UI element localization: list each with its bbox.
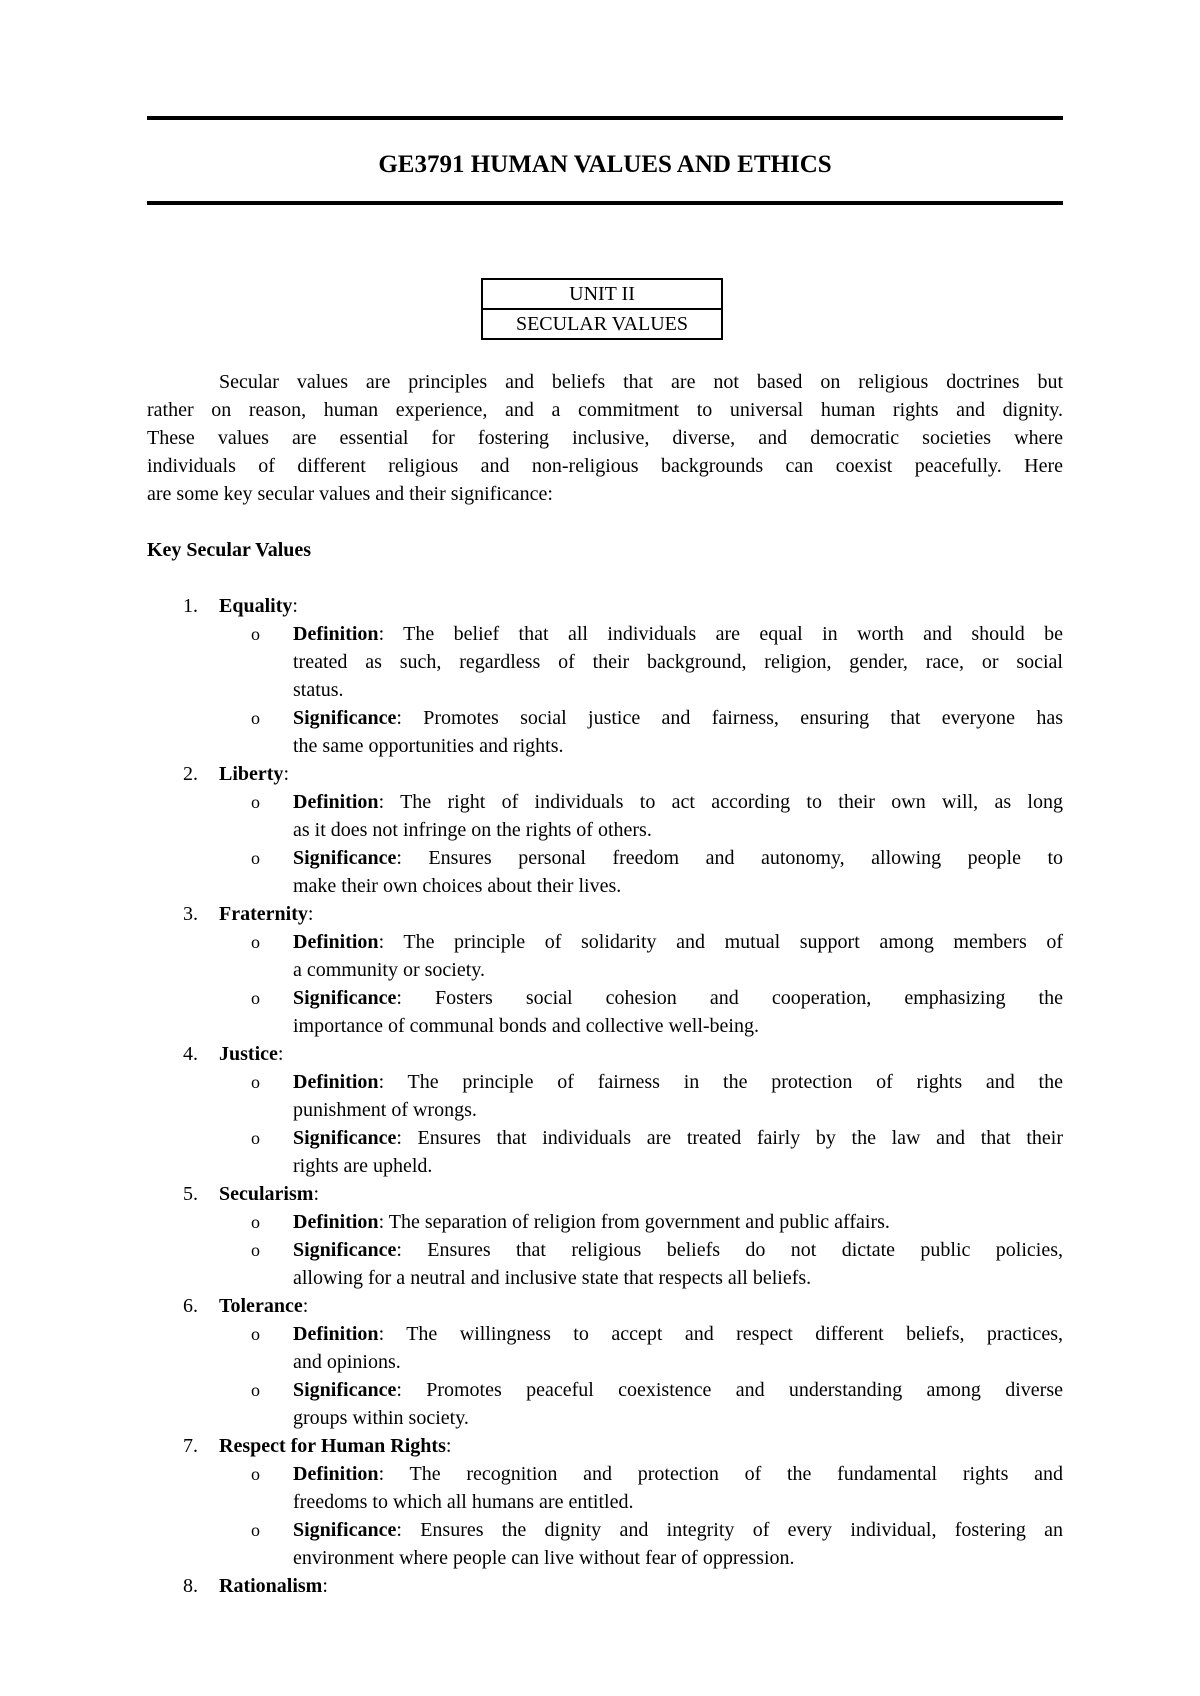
- definition-label: Definition: [293, 1211, 379, 1233]
- significance-line: allowing for a neutral and inclusive state that respects all beliefs.: [293, 1267, 812, 1289]
- unit-number: UNIT II: [482, 279, 722, 309]
- bullet-marker: o: [251, 1380, 260, 1400]
- definition-line: as it does not infringe on the rights of others.: [293, 819, 652, 841]
- significance-line: importance of communal bonds and collective well-being.: [293, 1015, 759, 1037]
- significance-label: Significance: [293, 1519, 397, 1541]
- definition-line: punishment of wrongs.: [293, 1099, 477, 1121]
- definition-label: Definition: [293, 791, 379, 813]
- bullet-marker: o: [251, 624, 260, 644]
- definition-line: Definition: The principle of fairness in the protection of rights and the: [293, 1071, 1063, 1093]
- definition-line: Definition: The willingness to accept and respect different beliefs, practices,: [293, 1323, 1063, 1345]
- significance-line: Significance: Ensures that individuals are treated fairly by the law and that their: [293, 1127, 1063, 1149]
- value-number: 1.: [183, 595, 198, 617]
- definition-line: Definition: The right of individuals to act according to their own will, as long: [293, 791, 1063, 813]
- value-number: 3.: [183, 903, 198, 925]
- significance-line: Significance: Ensures personal freedom and autonomy, allowing people to: [293, 847, 1063, 869]
- unit-title: SECULAR VALUES: [482, 309, 722, 339]
- definition-line: treated as such, regardless of their background, religion, gender, race, or social: [293, 651, 1063, 673]
- bullet-marker: o: [251, 1240, 260, 1260]
- value-number: 5.: [183, 1183, 198, 1205]
- significance-label: Significance: [293, 707, 397, 729]
- document-title: GE3791 HUMAN VALUES AND ETHICS: [378, 151, 832, 178]
- value-name: Fraternity:: [219, 903, 314, 925]
- value-number: 7.: [183, 1435, 198, 1457]
- value-number: 6.: [183, 1295, 198, 1317]
- definition-label: Definition: [293, 623, 379, 645]
- value-name: Justice:: [219, 1043, 284, 1065]
- definition-line: Definition: The separation of religion from government and public affairs.: [293, 1211, 890, 1233]
- significance-line: Significance: Promotes peaceful coexistence and understanding among diverse: [293, 1379, 1063, 1401]
- significance-label: Significance: [293, 987, 397, 1009]
- bullet-marker: o: [251, 708, 260, 728]
- definition-line: Definition: The recognition and protection of the fundamental rights and: [293, 1463, 1063, 1485]
- significance-line: make their own choices about their lives.: [293, 875, 622, 897]
- value-name: Secularism:: [219, 1183, 319, 1205]
- intro-line: rather on reason, human experience, and a commitment to universal human rights and dignity.: [147, 399, 1063, 421]
- bullet-marker: o: [251, 1324, 260, 1344]
- definition-label: Definition: [293, 1323, 379, 1345]
- definition-line: a community or society.: [293, 959, 485, 981]
- significance-line: Significance: Ensures that religious beliefs do not dictate public policies,: [293, 1239, 1063, 1261]
- definition-line: Definition: The principle of solidarity and mutual support among members of: [293, 931, 1063, 953]
- bullet-marker: o: [251, 1072, 260, 1092]
- bullet-marker: o: [251, 1464, 260, 1484]
- definition-line: and opinions.: [293, 1351, 401, 1373]
- intro-line: are some key secular values and their significance:: [147, 483, 553, 505]
- definition-line: freedoms to which all humans are entitled.: [293, 1491, 634, 1513]
- bullet-marker: o: [251, 1212, 260, 1232]
- value-number: 4.: [183, 1043, 198, 1065]
- significance-line: rights are upheld.: [293, 1155, 433, 1177]
- bullet-marker: o: [251, 1128, 260, 1148]
- significance-label: Significance: [293, 1379, 397, 1401]
- intro-line: Secular values are principles and beliefs that are not based on religious doctrines but: [219, 371, 1063, 393]
- value-number: 2.: [183, 763, 198, 785]
- significance-line: environment where people can live without fear of oppression.: [293, 1547, 795, 1569]
- section-heading: Key Secular Values: [147, 539, 312, 561]
- value-name: Rationalism:: [219, 1575, 328, 1597]
- definition-line: Definition: The belief that all individuals are equal in worth and should be: [293, 623, 1063, 645]
- definition-line: status.: [293, 679, 344, 701]
- value-name: Liberty:: [219, 763, 289, 785]
- definition-label: Definition: [293, 1463, 379, 1485]
- bullet-marker: o: [251, 792, 260, 812]
- bullet-marker: o: [251, 848, 260, 868]
- significance-line: Significance: Promotes social justice and fairness, ensuring that everyone has: [293, 707, 1063, 729]
- intro-line: individuals of different religious and non-religious backgrounds can coexist peacefully. Here: [147, 455, 1063, 477]
- significance-line: Significance: Ensures the dignity and integrity of every individual, fostering an: [293, 1519, 1063, 1541]
- significance-line: groups within society.: [293, 1407, 469, 1429]
- significance-line: Significance: Fosters social cohesion and cooperation, emphasizing the: [293, 987, 1063, 1009]
- value-name: Tolerance:: [219, 1295, 309, 1317]
- value-number: 8.: [183, 1575, 198, 1597]
- significance-label: Significance: [293, 1239, 397, 1261]
- intro-line: These values are essential for fostering inclusive, diverse, and democratic societies where: [147, 427, 1063, 449]
- definition-label: Definition: [293, 931, 379, 953]
- significance-label: Significance: [293, 1127, 397, 1149]
- value-name: Respect for Human Rights:: [219, 1435, 452, 1457]
- value-name: Equality:: [219, 595, 298, 617]
- bullet-marker: o: [251, 988, 260, 1008]
- definition-label: Definition: [293, 1071, 379, 1093]
- bullet-marker: o: [251, 932, 260, 952]
- bullet-marker: o: [251, 1520, 260, 1540]
- significance-line: the same opportunities and rights.: [293, 735, 564, 757]
- significance-label: Significance: [293, 847, 397, 869]
